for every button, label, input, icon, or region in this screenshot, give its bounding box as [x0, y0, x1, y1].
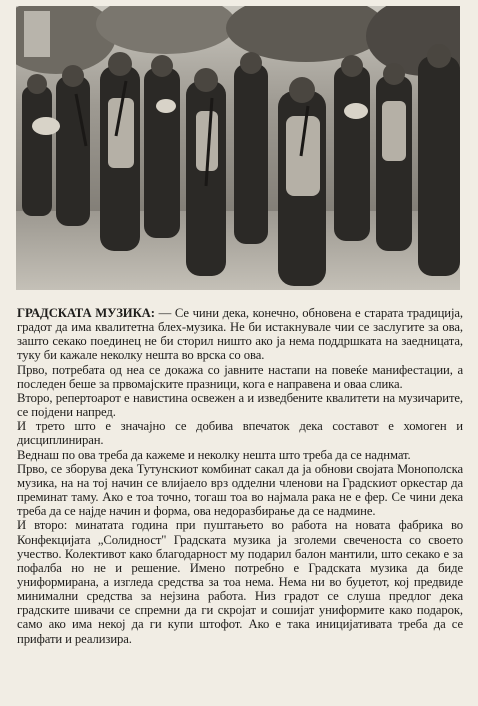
article-paragraph: И трето што е значајно се добива впечаток дека составот е хомоген и дисциплиниран.: [17, 419, 463, 448]
article: [17, 306, 463, 646]
article-lead: ГРАДСКАТА МУЗИКА:: [17, 306, 155, 320]
article-paragraph: Второ, репертоарот е навистина освежен а и изведбените квалитети на музичарите, се појдени напред.: [17, 390, 463, 420]
band-photo: [16, 6, 460, 290]
article-paragraph: Прво, се зборува дека Тутунскиот комбинат сакал да ја обнови својата Монополска музика, на на тој начин се влијаело врз одделни членови на Градскиот оркестар да преминат таму. Ако е тоа точно, тогаш тоа во најмала рака не е фер. Се чини дека треба да се најде начин и форма, ова недоразбирање да се надмине.: [17, 461, 463, 519]
article-paragraph: И второ: минатата година при пуштањето во работа на новата фабрика во Конфекцијата „Солидност" Градската музика ја зголеми свеченоста со своето учество. Колективот како благодарност му подарил балон мантили, што секако е за пофалба но не и решение. Имено потребно е Градската музика да биде униформирана, а изгледа средства за тоа нема. Нема ни во буџетот, кој предвиде минимални средства за нејзина работа. Низ градот се слуша предлог дека градските шивачи се спремни да ги скројат и сошијат униформите како подарок, само ако има некој да ги купи штофот. Ако е така иницијативата треба да се прифати и реализира.: [17, 518, 463, 646]
article-paragraph: Прво, потребата од неа се докажа со јавните настапи на повеќе манифестации, а последен беше за првомајските празници, кога е направена и оваа слика.: [17, 362, 463, 391]
article-paragraph: [17, 306, 463, 363]
article-paragraph: Веднаш по ова треба да кажеме и неколку нешта што треба да се наднмат.: [17, 447, 411, 462]
band-photo-image: [16, 6, 460, 290]
article-paragraph-text: — Се чини дека, конечно, обновена е старата традиција, градот да има квалитетна блех-музика. Не би истакнувале чии се заслугите за ова, зашто секако поединец не би сторил ништо ако ја нема поддршката на заедницата, туку би кажале неколку нешта во врска со ова.: [17, 306, 464, 363]
